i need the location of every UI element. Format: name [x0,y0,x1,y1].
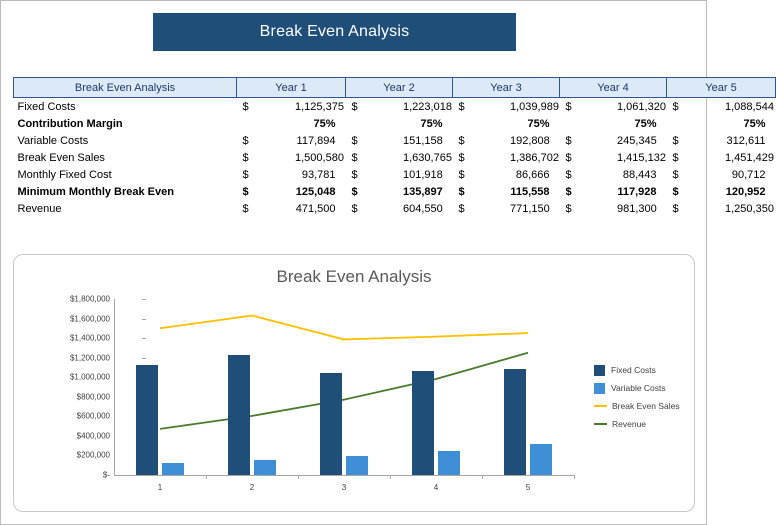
legend-label: Fixed Costs [611,365,656,375]
x-axis-tick-label: 5 [525,483,531,492]
table-cell: 75% [527,117,550,130]
table-currency-symbol: $ [242,185,249,198]
table-cell: 135,897 [403,185,443,198]
table-currency-symbol: $ [672,134,679,147]
table-cell: 192,808 [510,134,550,147]
table-cell: 1,415,132 [617,151,666,164]
legend-line-marker [594,423,607,425]
line-revenue [160,353,528,429]
table-corner-header: Break Even Analysis [14,78,237,98]
table-cell: 1,061,320 [617,100,666,113]
table-cell: 1,451,429 [725,151,774,164]
table-currency-symbol: $ [242,168,249,181]
table-cell: 1,250,350 [725,202,774,215]
y-axis-tick-label: $200,000 [76,450,110,460]
table-row-label: Minimum Monthly Break Even [17,185,174,198]
table-currency-symbol: $ [351,185,358,198]
break-even-table [13,77,776,217]
table-row [14,166,776,183]
table-row-label: Contribution Margin [17,117,123,130]
table-currency-symbol: $ [672,202,679,215]
table-currency-symbol: $ [351,134,358,147]
table-row [14,98,776,116]
table-header-year-3: Year 3 [453,78,560,98]
legend-item [594,415,680,433]
table-cell: 1,386,702 [510,151,559,164]
table-row [14,149,776,166]
y-axis-ticks [46,294,110,480]
table-currency-symbol [237,115,292,132]
table-cell: 86,666 [515,168,550,181]
table-row [14,200,776,217]
table-cell: 471,500 [295,202,336,215]
table-currency-symbol: $ [458,185,465,198]
table-body [14,98,776,218]
legend-line-marker [594,405,607,407]
bar-fixed-costs [136,365,158,475]
table-currency-symbol [453,115,507,132]
bar-variable-costs [162,463,184,475]
y-axis-tick-mark [142,475,146,476]
legend-label: Break Even Sales [612,401,680,411]
table-cell: 75% [420,117,443,130]
bar-variable-costs [254,460,276,475]
table-currency-symbol: $ [351,202,358,215]
table-cell: 1,039,989 [510,100,559,113]
x-axis-tick-mark [482,475,483,479]
table-currency-symbol: $ [672,185,679,198]
table-currency-symbol: $ [565,151,572,164]
bar-fixed-costs [228,355,250,475]
table-cell: 125,048 [295,185,336,198]
legend-item [594,397,680,415]
chart-title: Break Even Analysis [276,267,432,286]
table-currency-symbol: $ [672,168,679,181]
table-currency-symbol: $ [565,185,572,198]
y-axis-tick-label: $- [102,470,110,480]
table-row-label: Fixed Costs [17,100,76,113]
table-cell: 1,630,765 [403,151,452,164]
table-currency-symbol [560,115,614,132]
bar-variable-costs [438,451,460,475]
table-cell: 1,500,580 [295,151,344,164]
table-row-label: Revenue [17,202,62,215]
table-currency-symbol: $ [565,134,572,147]
table-cell: 117,894 [296,134,336,147]
table-cell: 101,918 [403,168,443,181]
table-currency-symbol: $ [458,134,465,147]
plot-area [114,299,574,475]
table-cell: 312,611 [726,134,766,147]
table-row [14,115,776,132]
table-cell: 1,223,018 [403,100,452,113]
x-axis-tick-mark [390,475,391,479]
table-currency-symbol: $ [672,151,679,164]
bar-fixed-costs [320,373,342,475]
table-currency-symbol: $ [351,168,358,181]
legend-label: Revenue [612,419,647,429]
table-cell: 151,158 [403,134,443,147]
table-cell: 1,125,375 [295,100,344,113]
x-axis-tick-label: 4 [433,483,439,492]
table-currency-symbol: $ [242,134,249,147]
y-axis-tick-label: $400,000 [76,431,110,441]
table-header-row [14,78,776,98]
x-axis-line [114,475,574,476]
table-cell: 981,300 [617,202,657,215]
table-cell: 90,712 [731,168,766,181]
y-axis-tick-label: $600,000 [76,411,110,421]
table-currency-symbol: $ [672,100,679,113]
table-currency-symbol: $ [458,100,465,113]
table-header-year-1: Year 1 [237,78,346,98]
table-cell: 120,952 [725,185,766,198]
table-row [14,132,776,149]
table-cell: 771,150 [510,202,550,215]
x-axis-tick-mark [574,475,575,479]
page-title [153,13,516,51]
table-cell: 93,781 [301,168,336,181]
table-currency-symbol [346,115,400,132]
y-axis-tick-label: $1,600,000 [69,314,110,324]
table-row [14,183,776,200]
table-cell: 117,928 [617,185,657,198]
table-currency-symbol: $ [351,100,358,113]
table-currency-symbol: $ [565,168,572,181]
table-header [14,78,776,98]
x-axis-tick-mark [298,475,299,479]
table-cell: 245,345 [617,134,657,147]
break-even-table-wrap [13,77,774,217]
table-cell: 88,443 [622,168,657,181]
table-currency-symbol: $ [242,100,249,113]
table-currency-symbol [667,115,722,132]
x-axis-tick-mark [206,475,207,479]
table-row-label: Monthly Fixed Cost [17,168,112,181]
table-currency-symbol: $ [242,202,249,215]
table-header-year-4: Year 4 [560,78,667,98]
legend-item [594,379,680,397]
table-currency-symbol: $ [458,202,465,215]
legend-swatch [594,383,605,394]
table-header-year-5: Year 5 [667,78,776,98]
table-cell: 75% [743,117,766,130]
page-title-text: Break Even Analysis [259,23,410,40]
table-header-year-2: Year 2 [346,78,453,98]
table-currency-symbol: $ [565,202,572,215]
y-axis-tick-label: $1,200,000 [69,353,110,363]
table-cell: 1,088,544 [725,100,774,113]
bar-variable-costs [346,456,368,475]
chart-card [13,254,695,512]
table-row-label: Break Even Sales [17,151,105,164]
x-axis-tick-label: 3 [341,483,347,492]
x-axis-tick-label: 1 [157,483,163,492]
bar-fixed-costs [412,371,434,475]
bar-variable-costs [530,444,552,475]
legend-label: Variable Costs [611,383,666,393]
table-row-label: Variable Costs [17,134,89,147]
table-cell: 75% [313,117,336,130]
y-axis-tick-label: $1,400,000 [69,333,110,343]
table-currency-symbol: $ [242,151,249,164]
x-axis-tick-label: 2 [249,483,255,492]
chart-legend [594,361,680,433]
table-currency-symbol: $ [565,100,572,113]
table-currency-symbol: $ [458,168,465,181]
table-currency-symbol: $ [351,151,358,164]
legend-swatch [594,365,605,376]
table-cell: 75% [634,117,657,130]
legend-item [594,361,680,379]
bar-fixed-costs [504,369,526,475]
line-break-even-sales [160,316,528,340]
table-cell: 115,558 [510,185,550,198]
y-axis-tick-label: $1,000,000 [69,372,110,382]
table-cell: 604,550 [403,202,443,215]
y-axis-tick-label: $800,000 [76,392,110,402]
table-currency-symbol: $ [458,151,465,164]
y-axis-tick-label: $1,800,000 [69,294,110,304]
